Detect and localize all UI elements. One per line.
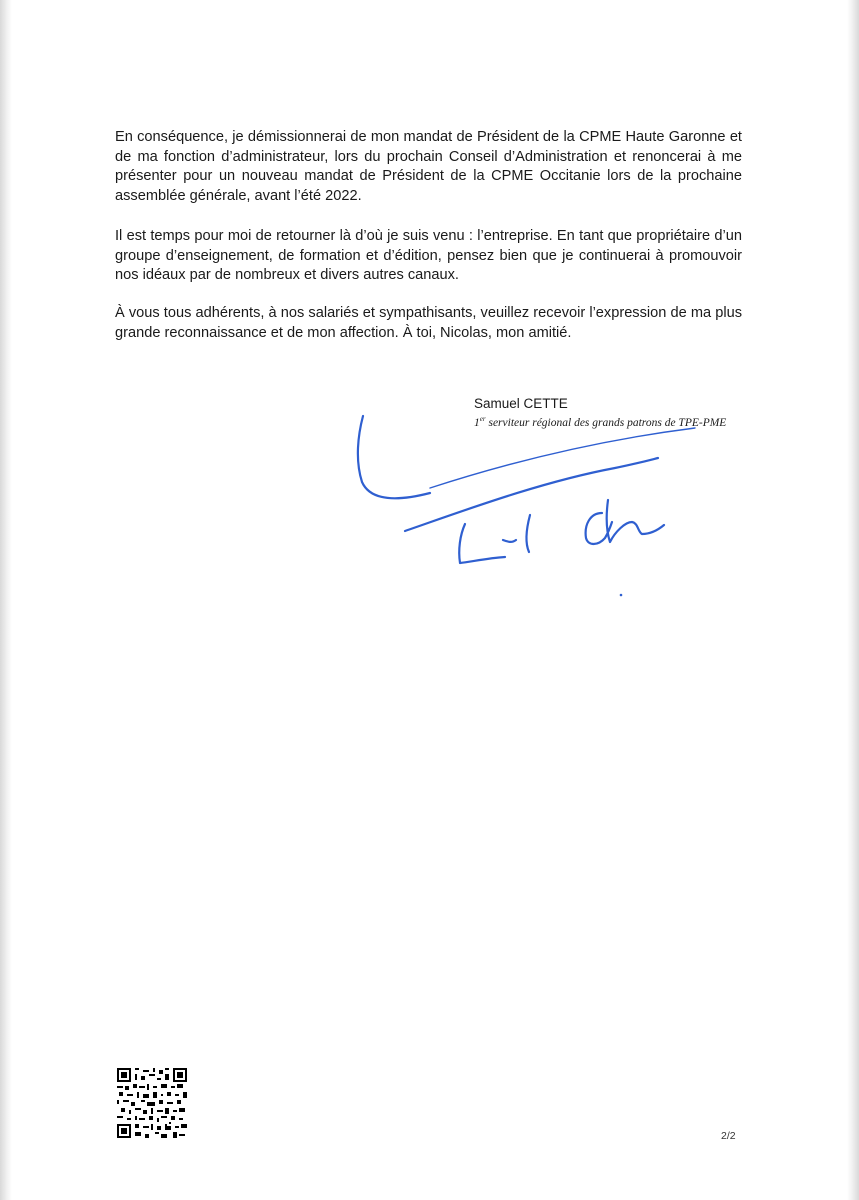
signature-stroke-cette [586,500,664,544]
handwritten-signature [340,400,740,610]
signature-stroke-underline-long [405,458,658,531]
signature-stroke-dash [503,540,516,542]
page-edge-right [847,0,859,1200]
qr-code-icon [117,1068,187,1138]
letter-paragraph-1: En conséquence, je démissionnerai de mon mandat de Président de la CPME Haute Garonne et de ma fonction d’administrateur, lors du prochain Conseil d’Administration et renoncerai à me présenter pour un nouveau mandat de Président de la CPME Occitanie lors de la prochaine assemblée générale, avant l’été 2022. [115,129,742,204]
page-number: 2/2 [721,1130,736,1142]
signature-stroke-letter-l [526,515,530,552]
page-edge-left [0,0,12,1200]
signature-ink [358,416,695,596]
signatory-title-ordinal-suffix: er [479,415,486,424]
letter-paragraph-3: À vous tous adhérents, à nos salariés et sympathisants, veuillez recevoir l’expression de ma plus grande reconnaissance et de mon affection. À toi, Nicolas, mon amitié. [115,305,742,341]
signature-stroke-letter-s [459,524,505,563]
signature-dot [620,594,623,597]
signature-stroke-hook [358,416,430,498]
signatory-title-ordinal: 1 [474,417,480,429]
signatory-name: Samuel CETTE [474,396,568,411]
letter-paragraph-2: Il est temps pour moi de retourner là d’où je suis venu : l’entreprise. En tant que propriétaire d’un groupe d’enseignement, de formation et d’édition, pensez bien que je continuerai à promouvoir nos idéaux par de nombreux et divers autres canaux. [115,228,742,283]
signatory-title-text: serviteur régional des grands patrons de TPE-PME [485,417,727,429]
